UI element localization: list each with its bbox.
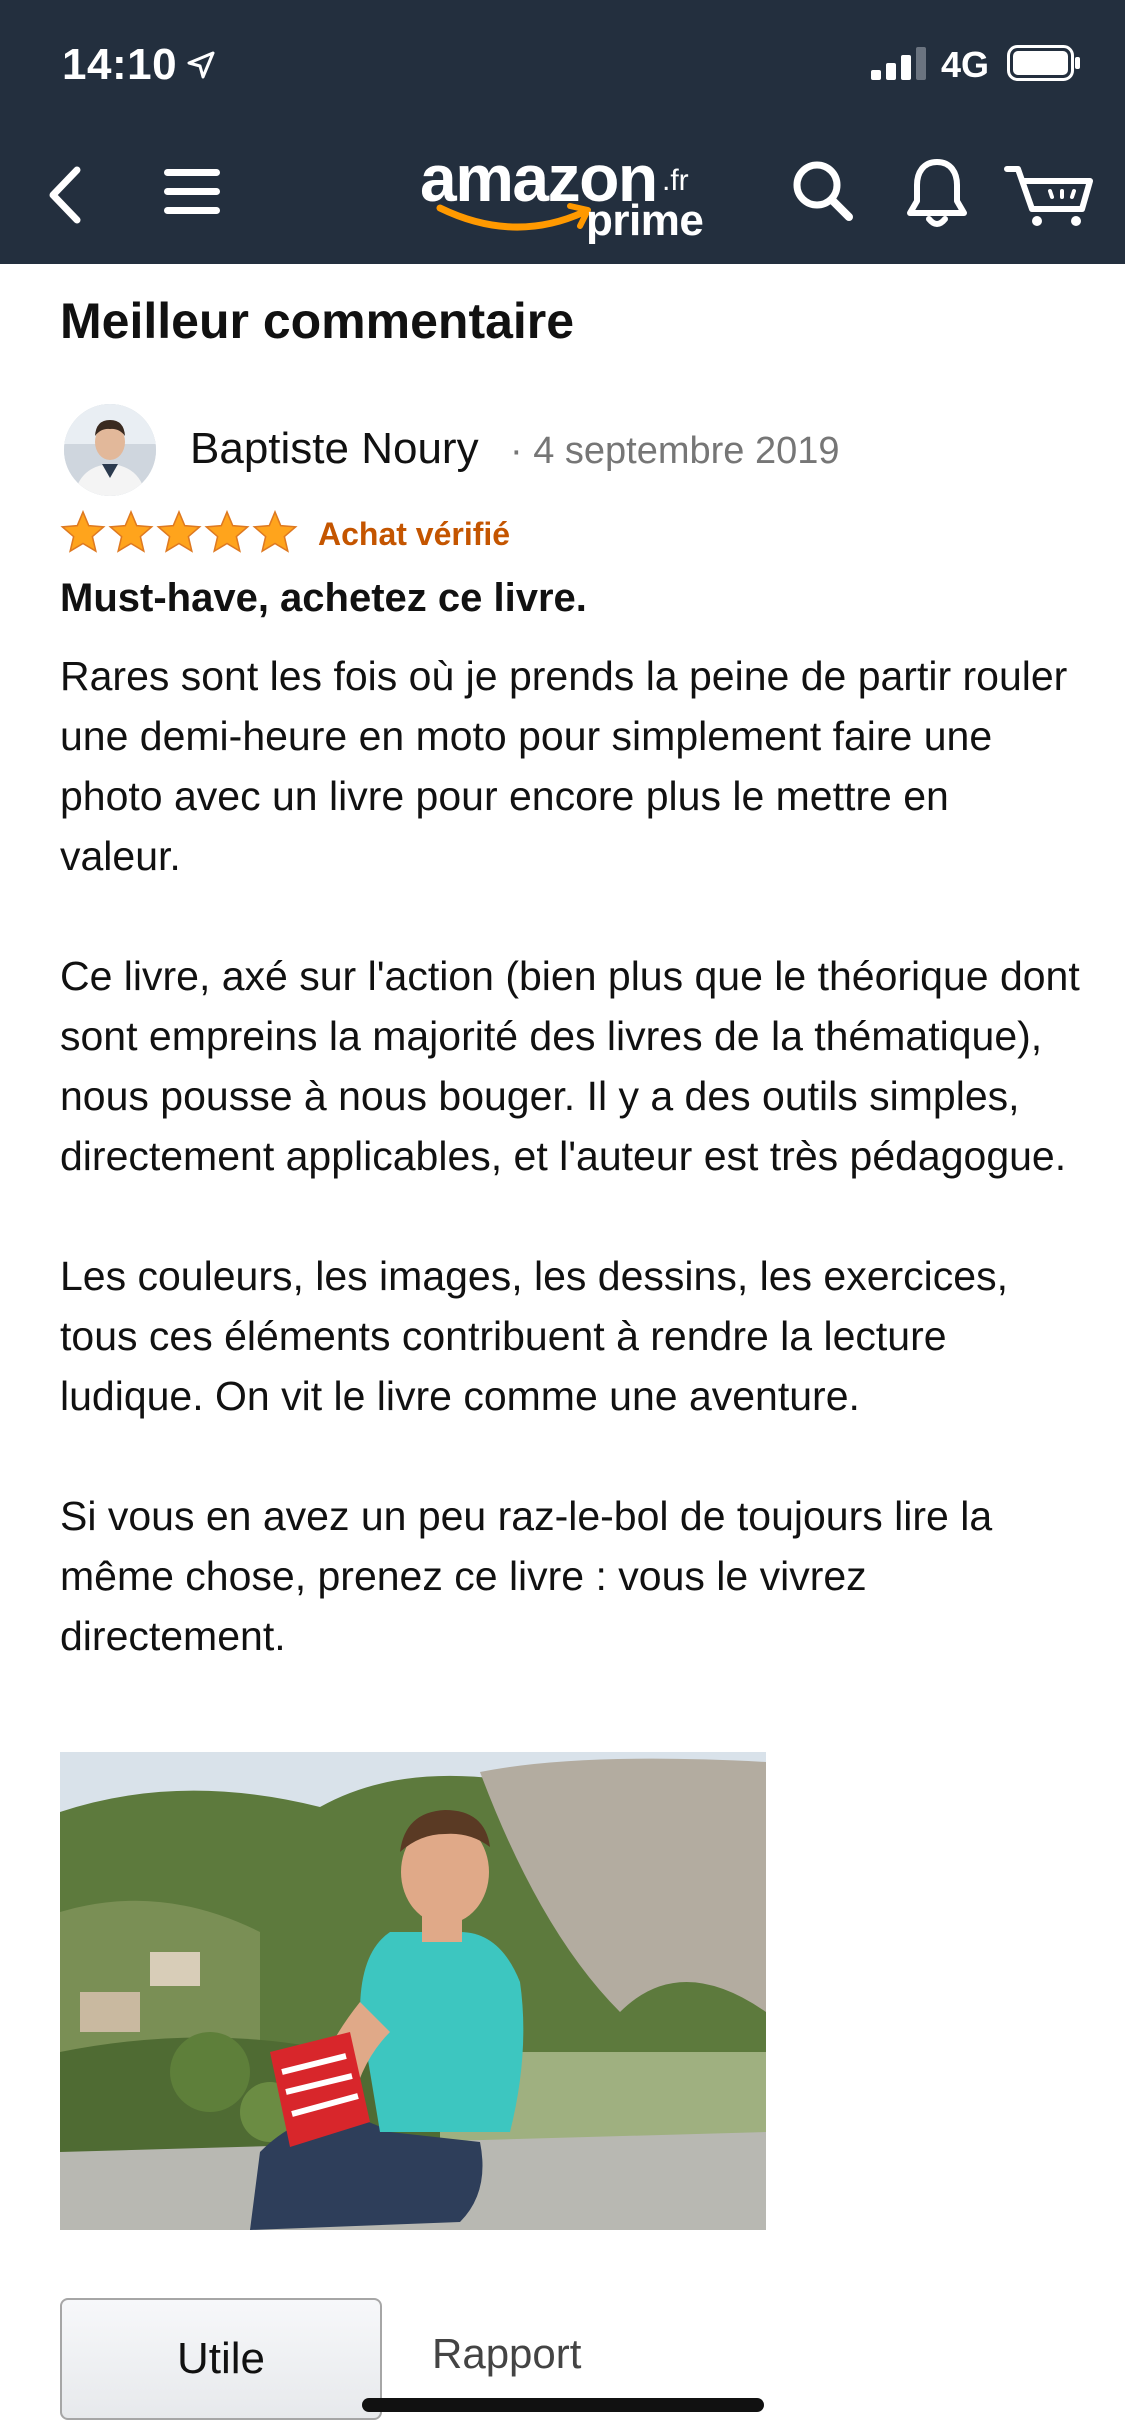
star-icon (156, 510, 202, 554)
back-button[interactable] (40, 160, 90, 230)
star-icon (108, 510, 154, 554)
bell-icon (905, 157, 969, 231)
home-indicator[interactable] (362, 2398, 764, 2412)
search-icon (791, 159, 855, 223)
author-name[interactable]: Baptiste Noury (190, 424, 479, 473)
top-bar (0, 0, 1125, 264)
search-button[interactable] (788, 156, 858, 226)
cart-icon (1004, 159, 1096, 229)
star-icon (60, 510, 106, 554)
status-time: 14:10 (62, 40, 178, 89)
logo-suffix: .fr (662, 164, 689, 197)
smile-arrow-icon (434, 200, 604, 249)
network-label: 4G (940, 44, 989, 85)
review-photo[interactable] (60, 1752, 766, 2230)
review-paragraph: Ce livre, axé sur l'action (bien plus que le théorique dont sont empreins la majorité des livres de la thématique), nous pousse à nous bouger. Il y a des outils simples, directement applicables, et l'auteur est très pédagogue. (60, 953, 1080, 1179)
review-paragraph: Si vous en avez un peu raz-le-bol de toujours lire la même chose, prenez ce livre : vous le vivrez directement. (60, 1493, 993, 1659)
rating-stars (60, 510, 298, 554)
review-paragraph: Les couleurs, les images, les dessins, les exercices, tous ces éléments contribuent à rendre la lecture ludique. On vit le livre comme une aventure. (60, 1253, 1008, 1419)
status-indicators (871, 44, 1081, 86)
chevron-left-icon (45, 164, 85, 226)
section-title: Meilleur commentaire (60, 293, 575, 349)
review-title: Must-have, achetez ce livre. (60, 576, 587, 620)
star-icon (252, 510, 298, 554)
star-icon (204, 510, 250, 554)
location-arrow-icon (186, 50, 216, 85)
review-date: · 4 septembre 2019 (510, 430, 840, 472)
menu-button[interactable] (158, 162, 226, 222)
review-paragraph: Rares sont les fois où je prends la peine de partir rouler une demi-heure en moto pour simplement faire une photo avec un livre pour encore plus le mettre en valeur. (60, 653, 1068, 879)
notifications-button[interactable] (900, 154, 974, 234)
hamburger-icon (162, 166, 222, 218)
cart-button[interactable] (1002, 154, 1098, 234)
amazon-prime-logo[interactable] (420, 140, 720, 260)
review-body (60, 646, 1080, 1726)
author-avatar[interactable] (64, 404, 156, 496)
battery-icon (1007, 45, 1081, 86)
verified-purchase-badge: Achat vérifié (318, 516, 511, 552)
logo-prime: prime (586, 196, 704, 245)
signal-icon (871, 46, 927, 85)
report-link[interactable]: Rapport (432, 2330, 582, 2377)
logo-text: amazon (420, 141, 657, 215)
useful-button[interactable]: Utile (60, 2298, 382, 2420)
